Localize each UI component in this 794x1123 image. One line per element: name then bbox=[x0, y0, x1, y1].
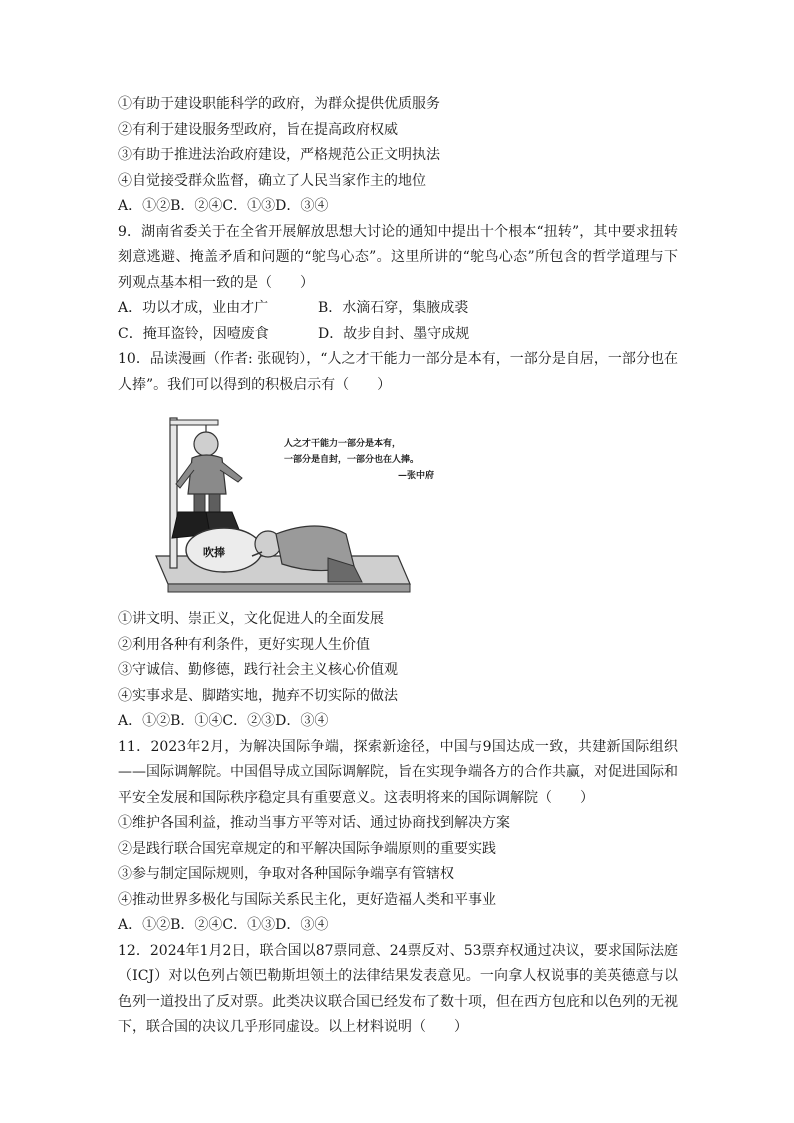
q11-item-4: ④推动世界多极化与国际关系民主化，更好造福人类和平事业 bbox=[118, 891, 496, 908]
q8-item-3: ③有助于推进法治政府建设，严格规范公正文明执法 bbox=[118, 147, 440, 163]
q11-item-2: ②是践行联合国宪章规定的和平解决国际争端原则的重要实践 bbox=[118, 840, 496, 857]
q11-item-3: ③参与制定国际规则，争取对各种国际争端享有管辖权 bbox=[118, 866, 454, 882]
q10-answer-options: A．①②B．①④C．②③D．③④ bbox=[118, 713, 329, 729]
q9-options-row-1 bbox=[118, 296, 678, 322]
q10-stem: 10．品读漫画（作者: 张砚钧），“人之才干能力一部分是本有，一部分是自居，一部分也在人捧”。我们可以得到的积极启示有（ ） bbox=[118, 351, 678, 393]
q10-item-1: ①讲文明、崇正义，文化促进人的全面发展 bbox=[118, 611, 384, 627]
cartoon-caption-signature: —张中府 bbox=[397, 471, 434, 481]
q10-item-4: ④实事求是、脚踏实地，抛弃不切实际的做法 bbox=[118, 687, 398, 704]
exam-page bbox=[118, 92, 678, 1041]
q11-item-1: ①维护各国利益，推动当事方平等对话、通过协商找到解决方案 bbox=[118, 815, 510, 831]
q10-item-2: ②利用各种有利条件，更好实现人生价值 bbox=[118, 636, 370, 653]
q8-item-4: ④自觉接受群众监督，确立了人民当家作主的地位 bbox=[118, 172, 426, 189]
cartoon-caption bbox=[284, 436, 454, 484]
q9-option-a: A．功以才成，业由才广 bbox=[118, 300, 269, 316]
cartoon-balloon-label: 吹捧 bbox=[203, 546, 225, 559]
q11-answer-options: A．①②B．②④C．①③D．③④ bbox=[118, 917, 329, 933]
q8-item-1: ①有助于建设职能科学的政府，为群众提供优质服务 bbox=[118, 96, 440, 112]
q8-answer-options: A．①②B．②④C．①③D．③④ bbox=[118, 198, 329, 214]
q9-option-b: B．水滴石穿，集腋成裘 bbox=[318, 300, 469, 316]
q9-stem: 9．湖南省委关于在全省开展解放思想大讨论的通知中提出十个根本“扭转”，其中要求扭转刻意逃避、掩盖矛盾和问题的“鸵鸟心态”。这里所讲的“鸵鸟心态”所包含的哲学道理与下列观点基本相一致的是（ ） bbox=[118, 223, 678, 291]
q9-option-d: D．故步自封、墨守成规 bbox=[318, 325, 470, 342]
cartoon-caption-line-1: 人之才干能力一部分是本有， bbox=[284, 439, 402, 449]
q9-option-c: C．掩耳盗铃，因噎废食 bbox=[118, 325, 269, 342]
q10-cartoon bbox=[148, 406, 448, 601]
q10-item-3: ③守诚信、勤修德，践行社会主义核心价值观 bbox=[118, 662, 398, 678]
q8-item-2: ②有利于建设服务型政府，旨在提高政府权威 bbox=[118, 121, 398, 138]
q11-stem: 11．2023年2月，为解决国际争端，探索新途径，中国与9国达成一致，共建新国际组织——国际调解院。中国倡导成立国际调解院，旨在实现争端各方的合作共赢，对促进国际和平安全发展和国际秩序稳定具有重要意义。这表明将来的国际调解院（ ） bbox=[118, 738, 678, 806]
q12-stem: 12．2024年1月2日，联合国以87票同意、24票反对、53票弃权通过决议，要求国际法庭（ICJ）对以色列占领巴勒斯坦领土的法律结果发表意见。一向拿人权说事的美英德意与以色列一道投出了反对票。此类决议联合国已经发布了数十项，但在西方包庇和以色列的无视下，联合国的决议几乎形同虚设。以上材料说明（ ） bbox=[118, 942, 678, 1035]
cartoon-caption-line-2: 一部分是自封，一部分也在人捧。 bbox=[284, 455, 420, 465]
q9-options-row-2 bbox=[118, 322, 678, 348]
